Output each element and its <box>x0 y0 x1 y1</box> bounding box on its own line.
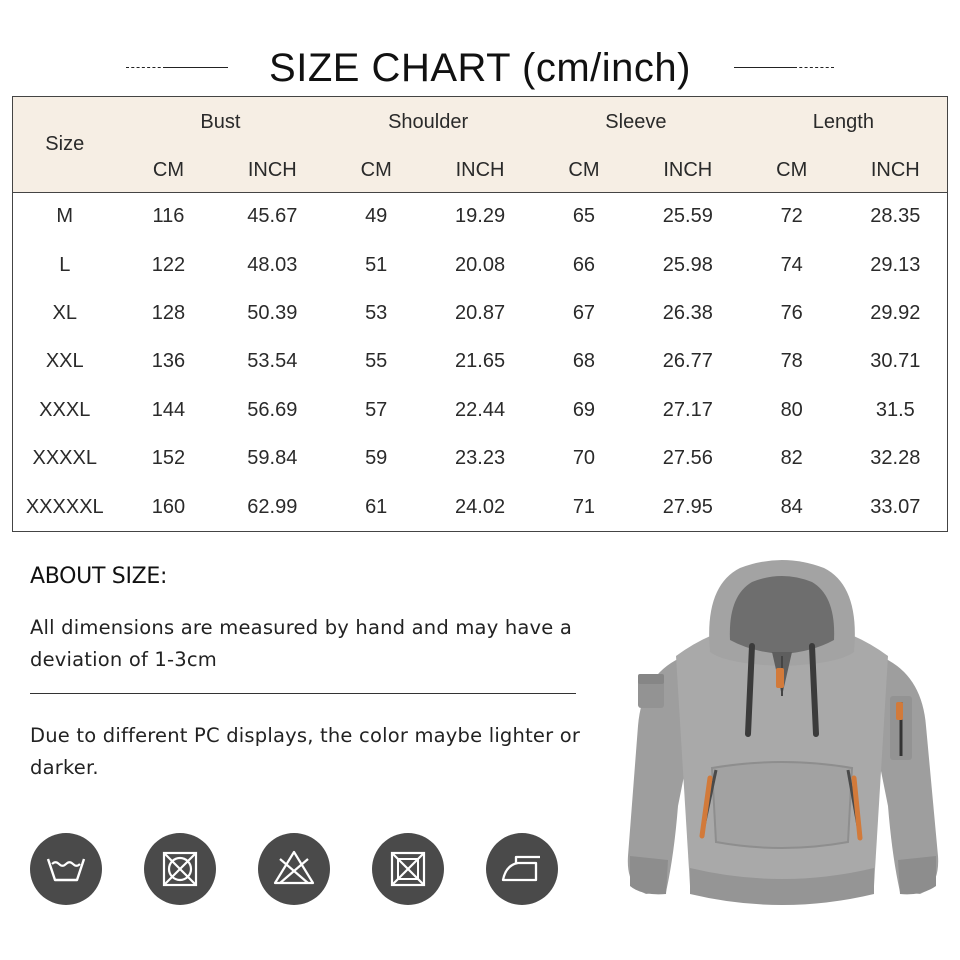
size-cell: M <box>56 205 74 228</box>
table-row <box>13 241 948 289</box>
table-row <box>13 338 948 386</box>
value-cell: 53.54 <box>247 350 298 373</box>
unit-header: CM <box>324 149 428 193</box>
size-cell: XXXXL <box>32 447 97 470</box>
value-cell: 59 <box>365 447 388 470</box>
value-cell: 32.28 <box>870 447 921 470</box>
value-cell: 84 <box>780 495 803 518</box>
unit-header: INCH <box>636 149 740 193</box>
group-header-sleeve: Sleeve <box>532 97 740 149</box>
value-cell: 61 <box>365 495 388 518</box>
value-cell: 74 <box>780 253 803 276</box>
value-cell: 48.03 <box>247 253 298 276</box>
value-cell: 26.77 <box>662 350 713 373</box>
value-cell: 136 <box>151 350 186 373</box>
value-cell: 55 <box>365 350 388 373</box>
unit-header: INCH <box>844 149 948 193</box>
value-cell: 78 <box>780 350 803 373</box>
value-cell: 25.59 <box>662 205 713 228</box>
about-size-paragraph-2: Due to different PC displays, the color maybe lighter or darker. <box>30 724 581 779</box>
value-cell: 70 <box>572 447 596 470</box>
value-cell: 22.44 <box>455 398 506 421</box>
table-unit-row <box>13 149 948 193</box>
table-row <box>13 483 948 531</box>
size-cell: XXXL <box>39 398 91 421</box>
value-cell: 23.23 <box>455 447 506 470</box>
value-cell: 80 <box>780 398 803 421</box>
about-size-paragraph-1: All dimensions are measured by hand and may have a deviation of 1-3cm <box>30 616 573 671</box>
value-cell: 21.65 <box>455 350 506 373</box>
table-row <box>13 289 948 337</box>
size-cell: XXXXXL <box>25 495 104 518</box>
value-cell: 72 <box>780 205 803 228</box>
table-row <box>13 386 948 434</box>
table-row <box>13 435 948 483</box>
value-cell: 76 <box>780 302 803 325</box>
size-cell: XL <box>52 302 77 325</box>
value-cell: 27.95 <box>662 495 713 518</box>
title-row <box>0 40 960 96</box>
about-divider <box>30 693 576 694</box>
value-cell: 33.07 <box>870 495 921 518</box>
size-cell: XXL <box>45 350 84 373</box>
do-not-dry-clean-icon <box>372 833 444 905</box>
size-chart-table <box>12 96 948 532</box>
do-not-tumble-dry-icon <box>144 833 216 905</box>
value-cell: 122 <box>151 253 186 276</box>
value-cell: 30.71 <box>870 350 921 373</box>
value-cell: 144 <box>151 398 186 421</box>
value-cell: 19.29 <box>455 205 506 228</box>
value-cell: 26.38 <box>662 302 713 325</box>
value-cell: 116 <box>152 205 185 228</box>
unit-header: CM <box>532 149 636 193</box>
value-cell: 25.98 <box>662 253 713 276</box>
value-cell: 82 <box>780 447 803 470</box>
value-cell: 28.35 <box>870 205 921 228</box>
title-decoration-right-dash <box>794 67 834 68</box>
value-cell: 20.08 <box>455 253 506 276</box>
group-header-shoulder: Shoulder <box>324 97 532 149</box>
value-cell: 128 <box>151 302 186 325</box>
value-cell: 31.5 <box>875 398 915 421</box>
value-cell: 53 <box>365 302 388 325</box>
unit-header: INCH <box>220 149 324 193</box>
value-cell: 29.13 <box>870 253 921 276</box>
size-cell: L <box>59 253 71 276</box>
page-title: SIZE CHART (cm/inch) <box>269 46 691 90</box>
value-cell: 160 <box>151 495 186 518</box>
value-cell: 69 <box>572 398 596 421</box>
group-header-bust: Bust <box>117 97 325 149</box>
title-decoration-right-line <box>734 67 794 68</box>
do-not-bleach-icon <box>258 833 330 905</box>
value-cell: 71 <box>572 495 596 518</box>
value-cell: 27.17 <box>662 398 713 421</box>
value-cell: 45.67 <box>247 205 298 228</box>
value-cell: 57 <box>365 398 388 421</box>
value-cell: 66 <box>572 253 596 276</box>
value-cell: 62.99 <box>247 495 298 518</box>
value-cell: 67 <box>572 302 596 325</box>
value-cell: 56.69 <box>247 398 298 421</box>
about-size-heading: ABOUT SIZE: <box>30 564 168 589</box>
iron-icon <box>486 833 558 905</box>
value-cell: 20.87 <box>455 302 506 325</box>
value-cell: 65 <box>572 205 596 228</box>
hand-wash-icon <box>30 833 102 905</box>
value-cell: 27.56 <box>662 447 713 470</box>
table-header-row <box>13 97 948 149</box>
table-row <box>13 193 948 241</box>
value-cell: 50.39 <box>247 302 298 325</box>
value-cell: 152 <box>151 447 186 470</box>
unit-header: CM <box>117 149 221 193</box>
size-column-header: Size <box>13 97 117 193</box>
value-cell: 59.84 <box>247 447 298 470</box>
value-cell: 68 <box>572 350 596 373</box>
hoodie-illustration <box>612 556 952 946</box>
unit-header: CM <box>740 149 844 193</box>
value-cell: 51 <box>365 253 388 276</box>
unit-header: INCH <box>428 149 532 193</box>
value-cell: 29.92 <box>870 302 921 325</box>
group-header-length: Length <box>740 97 948 149</box>
value-cell: 49 <box>365 205 388 228</box>
value-cell: 24.02 <box>455 495 506 518</box>
